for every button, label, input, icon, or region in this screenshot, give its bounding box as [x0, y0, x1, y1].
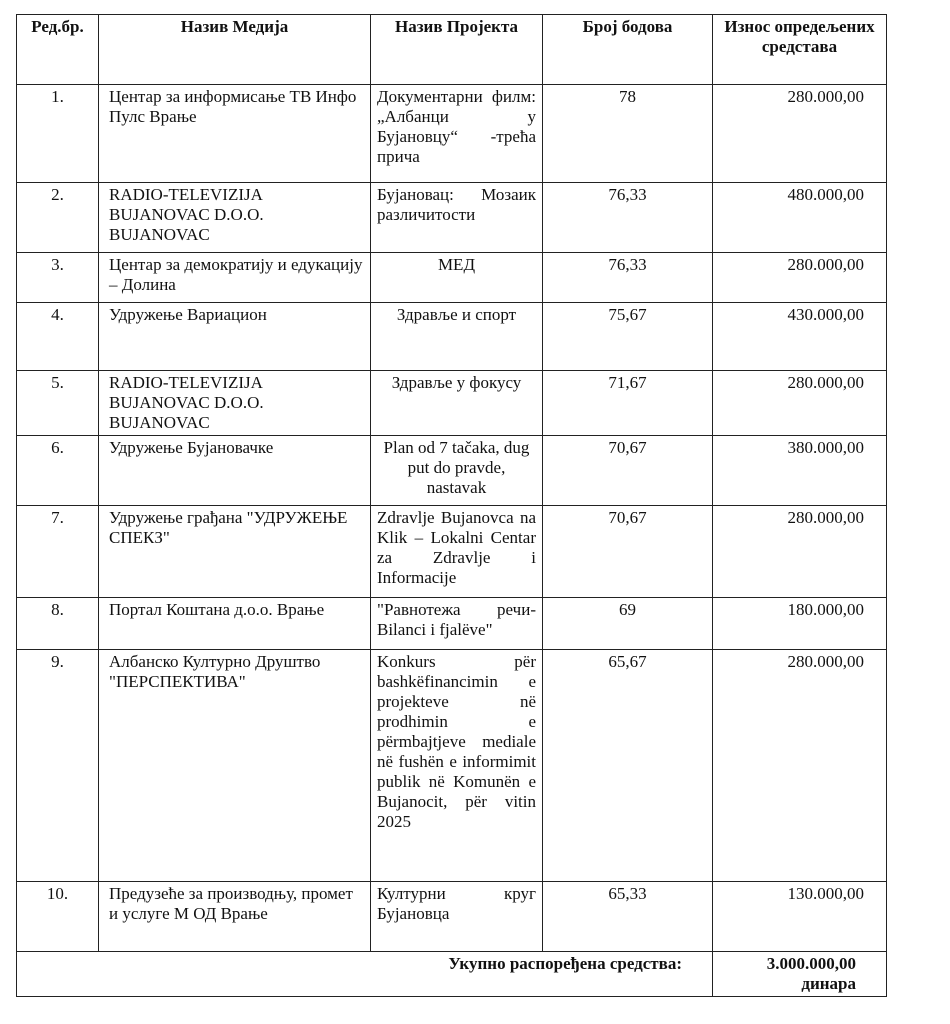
row-points: 65,33: [543, 882, 713, 952]
row-project: Здравље и спорт: [371, 303, 543, 371]
table-row: [17, 85, 887, 183]
row-amount: 280.000,00: [713, 371, 887, 436]
table-row: [17, 436, 887, 506]
row-media: Центар за демократију и едукацију – Долина: [99, 253, 371, 303]
row-no: 6.: [17, 436, 99, 506]
row-amount: 430.000,00: [713, 303, 887, 371]
row-media: RADIO-TELEVIZIJA BUJANOVAC D.O.O. BUJANOVAC: [99, 183, 371, 253]
row-amount: 130.000,00: [713, 882, 887, 952]
row-project: МЕД: [371, 253, 543, 303]
row-no: 10.: [17, 882, 99, 952]
row-media: Удружење Бујановачке: [99, 436, 371, 506]
allocation-table: [16, 14, 887, 997]
table-row: [17, 371, 887, 436]
row-media: Удружење грађана "УДРУЖЕЊЕ СПЕКЗ": [99, 506, 371, 598]
row-no: 5.: [17, 371, 99, 436]
row-amount: 280.000,00: [713, 650, 887, 882]
row-media: RADIO-TELEVIZIJA BUJANOVAC D.O.O. BUJANOVAC: [99, 371, 371, 436]
row-amount: 480.000,00: [713, 183, 887, 253]
header-project: Назив Пројекта: [371, 15, 543, 85]
row-amount: 180.000,00: [713, 598, 887, 650]
header-no: Ред.бр.: [17, 15, 99, 85]
row-points: 70,67: [543, 436, 713, 506]
header-media: Назив Медија: [99, 15, 371, 85]
table-row: [17, 506, 887, 598]
row-media: Предузеће за производњу, промет и услуге М ОД Врање: [99, 882, 371, 952]
row-no: 9.: [17, 650, 99, 882]
row-points: 71,67: [543, 371, 713, 436]
row-project: Zdravlje Bujanovca na Klik – Lokalni Centar za Zdravlje i Informacije: [371, 506, 543, 598]
table-row: [17, 303, 887, 371]
row-no: 4.: [17, 303, 99, 371]
total-row: [17, 952, 887, 997]
header-points: Број бодова: [543, 15, 713, 85]
row-points: 69: [543, 598, 713, 650]
row-project: "Равнотежа речи- Bilanci i fjalëve": [371, 598, 543, 650]
total-amount: 3.000.000,00 динара: [713, 952, 887, 997]
row-project: Документарни филм: „Албанци у Бујановцу“ -трећа прича: [371, 85, 543, 183]
row-project: Културни круг Бујановца: [371, 882, 543, 952]
row-media: Портал Коштана д.о.о. Врање: [99, 598, 371, 650]
allocation-document: [16, 14, 886, 997]
row-points: 75,67: [543, 303, 713, 371]
row-project: Konkurs për bashkëfinancimin e projekteve në prodhimin e përmbajtjeve mediale në fushën e informimit publik në Komunën e Bujanocit, për vitin 2025: [371, 650, 543, 882]
total-label: Укупно распоређена средства:: [17, 952, 713, 997]
row-media: Албанско Културно Друштво "ПЕРСПЕКТИВА": [99, 650, 371, 882]
row-project: Здравље у фокусу: [371, 371, 543, 436]
row-project: Plan od 7 tačaka, dug put do pravde, nastavak: [371, 436, 543, 506]
row-points: 65,67: [543, 650, 713, 882]
row-no: 3.: [17, 253, 99, 303]
table-row: [17, 253, 887, 303]
table-row: [17, 183, 887, 253]
table-header-row: [17, 15, 887, 85]
table-row: [17, 650, 887, 882]
row-points: 76,33: [543, 183, 713, 253]
header-amount: Износ опредељених средстава: [713, 15, 887, 85]
row-points: 78: [543, 85, 713, 183]
row-media: Центар за информисање ТВ Инфо Пулс Врање: [99, 85, 371, 183]
table-row: [17, 882, 887, 952]
table-row: [17, 598, 887, 650]
row-amount: 380.000,00: [713, 436, 887, 506]
row-points: 76,33: [543, 253, 713, 303]
row-no: 1.: [17, 85, 99, 183]
row-no: 2.: [17, 183, 99, 253]
row-amount: 280.000,00: [713, 506, 887, 598]
row-amount: 280.000,00: [713, 253, 887, 303]
row-no: 8.: [17, 598, 99, 650]
row-project: Бујановац: Мозаик различитости: [371, 183, 543, 253]
row-amount: 280.000,00: [713, 85, 887, 183]
row-no: 7.: [17, 506, 99, 598]
row-points: 70,67: [543, 506, 713, 598]
row-media: Удружење Вариацион: [99, 303, 371, 371]
